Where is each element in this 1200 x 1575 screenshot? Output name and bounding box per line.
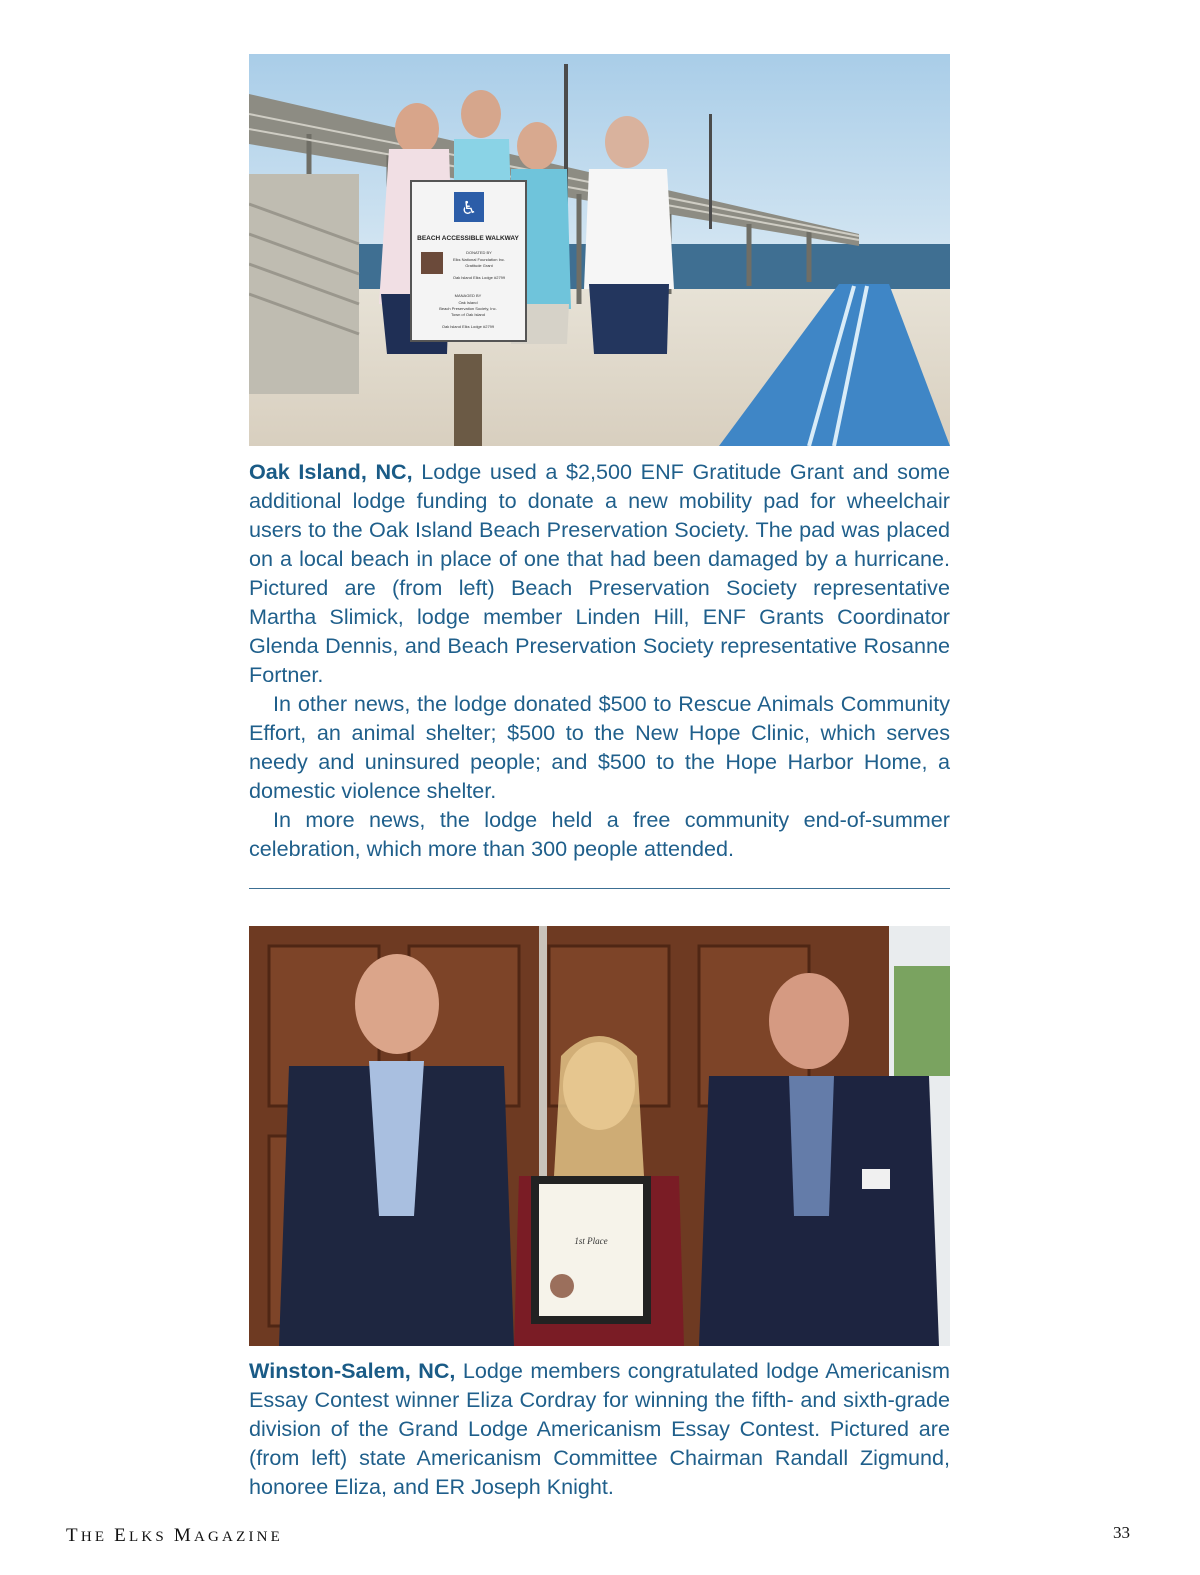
magazine-title-part: AGAZINE <box>193 1529 284 1545</box>
oak-island-caption <box>249 457 950 863</box>
winston-salem-photo <box>249 926 950 1346</box>
caption-paragraph <box>249 1356 950 1501</box>
magazine-title <box>66 1525 283 1547</box>
caption-lead: Winston-Salem, NC, <box>249 1358 456 1383</box>
sign-line: Beach Preservation Society, Inc. <box>439 306 497 311</box>
section-divider <box>249 888 950 889</box>
caption-body: Lodge members congratulated lodge Americanism Essay Contest winner Eliza Cordray for winning the fifth- and sixth-grade division of the Grand Lodge Americanism Essay Contest. Pictured are (from left) state Americanism Committee Chairman Randall Zigmund, honoree Eliza, and ER Joseph Knight. <box>249 1358 950 1499</box>
caption-paragraph <box>249 457 950 689</box>
oak-island-photo <box>249 54 950 446</box>
sign-line: Oak Island <box>458 300 478 305</box>
magazine-title-part: LKS <box>128 1529 174 1545</box>
sign-line: Elks National Foundation Inc. <box>452 257 506 262</box>
magazine-title-cap: M <box>173 1525 194 1546</box>
sign-line: Town of Oak Island <box>450 312 486 317</box>
caption-lead: Oak Island, NC, <box>249 459 413 484</box>
magazine-title-cap: T <box>66 1525 81 1546</box>
certificate-place: 1st Place <box>574 1236 608 1246</box>
caption-body: Lodge used a $2,500 ENF Gratitude Grant and some additional lodge funding to donate a new mobility pad for wheelchair users to the Oak Island Beach Preservation Society. The pad was placed on a local beach in place of one that had been damaged by a hurricane. Pictured are (from left) Beach Preservation Society representative Martha Slimick, lodge member Linden Hill, ENF Grants Coordinator Glenda Dennis, and Beach Preservation Society representative Rosanne Fortner. <box>249 459 950 687</box>
page-number: 33 <box>1113 1523 1130 1542</box>
sign-line: Gratitude Grant <box>465 263 493 268</box>
sign-line: DONATED BY <box>466 250 492 255</box>
magazine-title-cap: E <box>114 1525 129 1546</box>
magazine-title-part: HE <box>80 1529 115 1545</box>
svg-text:♿: ♿ <box>460 198 478 219</box>
sign-title: BEACH ACCESSIBLE WALKWAY <box>417 235 519 242</box>
sign-line: Oak Island Elks Lodge #2799 <box>441 324 495 329</box>
caption-paragraph: In more news, the lodge held a free community end-of-summer celebration, which more than 300 people attended. <box>249 807 950 861</box>
winston-salem-caption <box>249 1356 950 1501</box>
sign-line: Oak Island Elks Lodge #2799 <box>452 275 506 280</box>
sign-line: MANAGED BY <box>454 293 482 298</box>
caption-paragraph: In other news, the lodge donated $500 to Rescue Animals Community Effort, an animal shelter; $500 to the New Hope Clinic, which serves needy and uninsured people; and $500 to the Hope Harbor Home, a domestic violence shelter. <box>249 691 950 803</box>
